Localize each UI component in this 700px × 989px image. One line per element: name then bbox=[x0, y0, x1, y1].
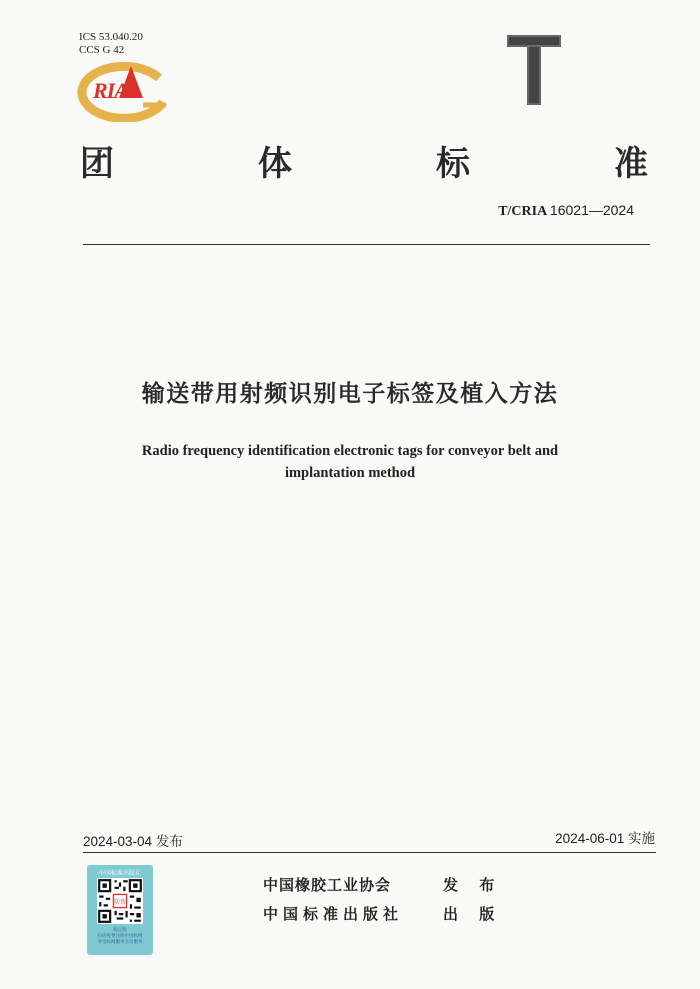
implementation-date-label: 实施 bbox=[628, 831, 655, 847]
qr-card-header: 中国标准出版社 bbox=[98, 870, 141, 877]
publisher-association-action: 发 布 bbox=[443, 876, 503, 894]
publisher-press: 中国标准出版社 bbox=[263, 905, 404, 923]
heading-char-3: 标 bbox=[436, 143, 472, 184]
publisher-association: 中国橡胶工业协会 bbox=[263, 876, 392, 894]
qr-code-icon[interactable] bbox=[97, 878, 143, 924]
ics-code: ICS 53.040.20 bbox=[79, 31, 143, 43]
title-english-line-2: implantation method bbox=[284, 465, 416, 481]
publisher-press-action: 出 版 bbox=[443, 905, 503, 923]
cria-logo bbox=[71, 58, 173, 122]
qr-card-line-2: 扫码免费注册中国标网 bbox=[97, 934, 143, 939]
heading-char-4: 准 bbox=[614, 143, 650, 184]
heading-char-2: 体 bbox=[258, 143, 294, 184]
svg-text:T: T bbox=[532, 80, 536, 85]
qr-card-line-1: 购正版 bbox=[113, 928, 127, 933]
title-english-line-1: Radio frequency identification electronic tags for conveyor belt and bbox=[141, 443, 559, 459]
standard-number bbox=[498, 202, 634, 220]
qr-card-line-3: 享受标网服务会员服务 bbox=[97, 940, 143, 945]
implementation-date-value: 2024-06-01 bbox=[555, 831, 625, 846]
qr-code-card[interactable] bbox=[87, 865, 153, 955]
title-chinese: 输送带用射频识别电子标签及植入方法 bbox=[141, 381, 559, 407]
issue-date-label: 发布 bbox=[155, 834, 183, 850]
issue-date bbox=[83, 830, 183, 850]
issue-date-value: 2024-03-04 bbox=[83, 834, 153, 849]
implementation-date bbox=[555, 827, 655, 847]
standard-number-code: 16021—2024 bbox=[549, 202, 634, 218]
heading-char-1: 团 bbox=[80, 143, 116, 184]
standard-type-letter bbox=[499, 29, 569, 109]
qr-card-instructions bbox=[89, 928, 151, 946]
qr-stamp-text: 防伪 bbox=[114, 899, 126, 906]
top-divider bbox=[83, 244, 650, 245]
logo-text: RIA bbox=[93, 78, 128, 103]
standard-category-heading bbox=[80, 136, 650, 184]
standard-number-prefix: T/CRIA bbox=[498, 204, 547, 219]
title-english bbox=[100, 440, 600, 484]
ccs-code: CCS G 42 bbox=[79, 44, 125, 56]
bottom-divider bbox=[83, 852, 656, 853]
